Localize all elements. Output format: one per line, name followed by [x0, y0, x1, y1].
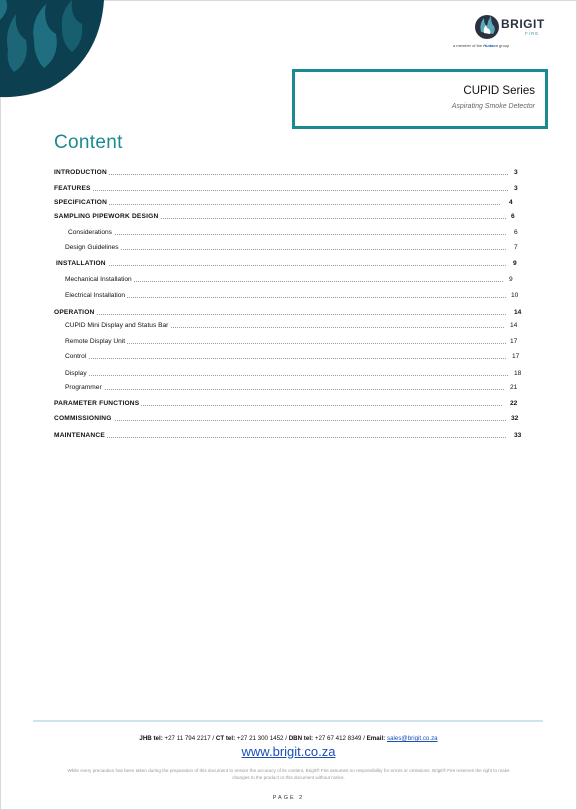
toc-leader-dots [65, 375, 508, 376]
toc-page-number: 9 [513, 260, 517, 267]
toc-label: SAMPLING PIPEWORK DESIGN [54, 213, 159, 220]
toc-entry[interactable] [0, 383, 577, 393]
toc-entry[interactable] [0, 352, 577, 362]
toc-entry[interactable] [0, 291, 577, 301]
toc-label: Electrical Installation [65, 292, 126, 299]
logo-wordmark: BRIGIT [501, 17, 545, 31]
toc-leader-dots [65, 249, 506, 250]
toc-leader-dots [56, 265, 506, 266]
toc-entry[interactable] [0, 212, 577, 222]
series-title: CUPID Series [463, 85, 535, 97]
toc-label: Remote Display Unit [65, 338, 126, 345]
toc-label: Mechanical Installation [65, 276, 132, 283]
toc-entry[interactable] [0, 431, 577, 441]
toc-label: CUPID Mini Display and Status Bar [65, 322, 169, 329]
toc-page-number: 4 [509, 199, 513, 206]
toc-leader-dots [54, 314, 506, 315]
toc-entry[interactable] [0, 308, 577, 318]
series-title-box [292, 69, 548, 129]
toc-entry[interactable] [0, 399, 577, 409]
toc-leader-dots [54, 204, 500, 205]
toc-entry[interactable] [0, 414, 577, 424]
footer-divider [33, 720, 543, 722]
toc-label: OPERATION [54, 309, 95, 316]
toc-page-number: 3 [514, 169, 518, 176]
toc-page-number: 9 [509, 276, 513, 283]
website-link[interactable]: www.brigit.co.za [241, 744, 336, 759]
toc-leader-dots [65, 389, 504, 390]
toc-leader-dots [54, 437, 506, 438]
toc-label: Design Guidelines [65, 244, 119, 251]
toc-entry[interactable] [0, 168, 577, 178]
toc-leader-dots [54, 420, 506, 421]
toc-label: PARAMETER FUNCTIONS [54, 400, 140, 407]
brigit-logo [453, 10, 563, 52]
toc-label: MAINTENANCE [54, 432, 105, 439]
toc-leader-dots [54, 174, 508, 175]
toc-entry[interactable] [0, 198, 577, 208]
toc-page-number: 17 [510, 338, 518, 345]
toc-label: FEATURES [54, 185, 91, 192]
toc-page-number: 18 [514, 370, 522, 377]
toc-page-number: 14 [510, 322, 518, 329]
toc-page-number: 6 [514, 229, 518, 236]
toc-entry[interactable] [0, 228, 577, 238]
toc-label: SPECIFICATION [54, 199, 108, 206]
toc-entry[interactable] [0, 337, 577, 347]
toc-page-number: 17 [512, 353, 520, 360]
toc-page-number: 10 [511, 292, 519, 299]
logo-tagline: a member of the Hudaco group [453, 43, 510, 48]
logo-subtitle: FIRE [525, 31, 540, 36]
toc-label: Programmer [65, 384, 102, 391]
toc-leader-dots [65, 343, 506, 344]
email-link[interactable]: sales@brigit.co.za [386, 735, 438, 742]
toc-page-number: 22 [510, 400, 518, 407]
toc-entry[interactable] [0, 275, 577, 285]
toc-label: INTRODUCTION [54, 169, 107, 176]
toc-label: Display [65, 370, 87, 377]
toc-leader-dots [65, 297, 506, 298]
series-subtitle: Aspirating Smoke Detector [451, 103, 535, 110]
toc-page-number: 6 [511, 213, 515, 220]
toc-entry[interactable] [0, 369, 577, 379]
toc-entry[interactable] [0, 321, 577, 331]
toc-leader-dots [54, 190, 508, 191]
toc-page-number: 7 [514, 244, 518, 251]
toc-leader-dots [65, 358, 506, 359]
toc-label: Considerations [68, 229, 112, 236]
toc-entry[interactable] [0, 243, 577, 253]
toc-leader-dots [68, 234, 506, 235]
toc-page-number: 14 [514, 309, 522, 316]
toc-page-number: 33 [514, 432, 522, 439]
footer-disclaimer: While every precaution has been taken during the preparation of this document to ensure the accuracy of its content, Brigit® Fire assumes no responsibility for errors or omissions. Brigit® Fire reserves the right to make changes to the product or this document without notice. [67, 768, 510, 780]
toc-page-number: 3 [514, 185, 518, 192]
toc-label: INSTALLATION [56, 260, 106, 267]
toc-entry[interactable] [0, 259, 577, 269]
page-title: Content [54, 132, 123, 153]
page-number: PAGE 2 [272, 795, 305, 801]
brigit-flame-icon [473, 12, 501, 40]
toc-label: COMMISSIONING [54, 415, 112, 422]
toc-entry[interactable] [0, 184, 577, 194]
toc-label: Control [65, 353, 87, 360]
toc-page-number: 21 [510, 384, 518, 391]
footer-contacts: JHB tel: +27 11 794 2217 / CT tel: +27 21 300 1452 / DBN tel: +27 67 412 8349 / Email: sales@brigit.co.za [139, 735, 438, 742]
toc-page-number: 32 [511, 415, 519, 422]
corner-flame-graphic [0, 0, 110, 100]
